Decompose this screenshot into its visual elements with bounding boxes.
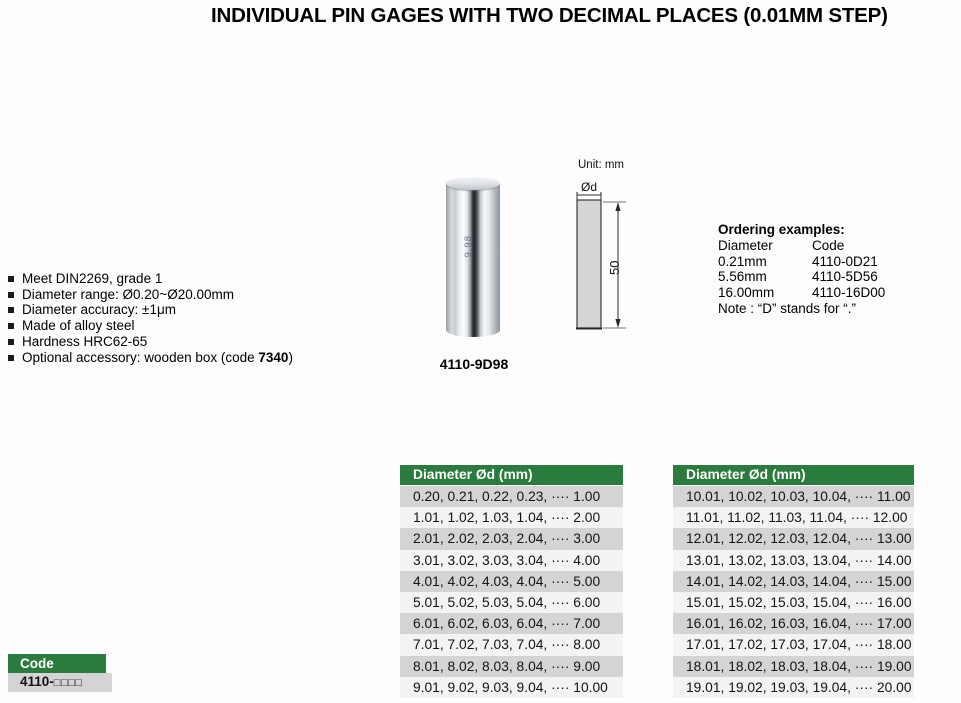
ordering-col-code: Code [812, 237, 845, 253]
dimension-drawing [556, 154, 641, 339]
ordering-note: Note : “D” stands for “.” [718, 300, 857, 316]
example-code: 4110-5D56 [812, 269, 878, 285]
code-box-value [8, 673, 112, 692]
table-row: 17.01, 17.02, 17.03, 17.04, ···· 18.00 [673, 634, 914, 655]
table-row: 11.01, 11.02, 11.03, 11.04, ···· 12.00 [673, 507, 914, 528]
code-box-header: Code [8, 654, 106, 673]
unit-label: Unit: mm [578, 159, 624, 171]
feature-item [8, 287, 293, 303]
accessory-code: 7340 [258, 349, 289, 365]
table-row: 0.20, 0.21, 0.22, 0.23, ···· 1.00 [400, 486, 623, 507]
table-row: 12.01, 12.02, 12.03, 12.04, ···· 13.00 [673, 528, 914, 549]
feature-item [8, 318, 293, 334]
code-placeholder-squares: □□□□ [53, 677, 83, 689]
table-row: 1.01, 1.02, 1.03, 1.04, ···· 2.00 [400, 507, 623, 528]
table-row: 8.01, 8.02, 8.03, 8.04, ···· 9.00 [400, 656, 623, 677]
page-title: INDIVIDUAL PIN GAGES WITH TWO DECIMAL PLACES (0.01MM STEP) [211, 4, 888, 27]
table-header: Diameter Ød (mm) [673, 465, 914, 486]
ordering-example-row [718, 269, 885, 285]
diameter-table-right [673, 465, 914, 698]
code-prefix: 4110- [20, 674, 54, 689]
feature-item [8, 302, 293, 318]
table-row: 13.01, 13.02, 13.03, 13.04, ···· 14.00 [673, 550, 914, 571]
pin-profile-rect [577, 200, 601, 328]
example-diameter: 0.21mm [718, 253, 767, 269]
ordering-header-row [718, 238, 885, 254]
feature-item [8, 271, 293, 287]
table-row: 7.01, 7.02, 7.03, 7.04, ···· 8.00 [400, 634, 623, 655]
diameter-dim-label: Ød [580, 180, 598, 194]
square-bullet-icon [8, 307, 14, 313]
example-diameter: 16.00mm [718, 285, 775, 301]
feature-text: Diameter accuracy: ±1μm [22, 302, 176, 318]
pin-cylinder [446, 183, 500, 337]
table-body [673, 486, 914, 698]
feature-text: Optional accessory: wooden box (code 7340) [22, 349, 293, 365]
table-row: 18.01, 18.02, 18.03, 18.04, ···· 19.00 [673, 656, 914, 677]
table-row: 16.01, 16.02, 16.03, 16.04, ···· 17.00 [673, 613, 914, 634]
table-row: 10.01, 10.02, 10.03, 10.04, ···· 11.00 [673, 486, 914, 507]
square-bullet-icon [8, 292, 14, 298]
table-row: 4.01, 4.02, 4.03, 4.04, ···· 5.00 [400, 571, 623, 592]
feature-text: Diameter range: Ø0.20~Ø20.00mm [22, 286, 234, 302]
example-code: 4110-0D21 [812, 253, 878, 269]
table-row: 15.01, 15.02, 15.03, 15.04, ···· 16.00 [673, 592, 914, 613]
pin-model-label: 4110-9D98 [439, 356, 509, 372]
order-code-box [8, 654, 112, 692]
square-bullet-icon [8, 355, 14, 361]
height-dim-label: 50 [607, 260, 622, 275]
table-row: 5.01, 5.02, 5.03, 5.04, ···· 6.00 [400, 592, 623, 613]
pin-engraved-size: 9.98 [463, 235, 474, 258]
feature-item [8, 334, 293, 350]
example-code: 4110-16D00 [812, 285, 886, 301]
square-bullet-icon [8, 339, 14, 345]
feature-text: Hardness HRC62-65 [22, 333, 148, 349]
diameter-table-left [400, 465, 623, 698]
feature-text: Meet DIN2269, grade 1 [22, 271, 163, 286]
table-row: 9.01, 9.02, 9.03, 9.04, ···· 10.00 [400, 677, 623, 698]
table-row: 19.01, 19.02, 19.03, 19.04, ···· 20.00 [673, 677, 914, 698]
ordering-title: Ordering examples: [718, 222, 845, 237]
table-row: 2.01, 2.02, 2.03, 2.04, ···· 3.00 [400, 528, 623, 549]
table-body [400, 486, 623, 698]
ordering-example-row [718, 254, 885, 270]
table-row: 6.01, 6.02, 6.03, 6.04, ···· 7.00 [400, 613, 623, 634]
square-bullet-icon [8, 276, 14, 282]
ordering-col-diameter: Diameter [718, 237, 773, 253]
table-header: Diameter Ød (mm) [400, 465, 623, 486]
ordering-examples [718, 222, 885, 317]
example-diameter: 5.56mm [718, 269, 767, 285]
table-row: 14.01, 14.02, 14.03, 14.04, ···· 15.00 [673, 571, 914, 592]
pin-gage-photo [446, 177, 500, 338]
pin-top-face [446, 177, 500, 190]
table-row: 3.01, 3.02, 3.03, 3.04, ···· 4.00 [400, 550, 623, 571]
square-bullet-icon [8, 323, 14, 329]
feature-item [8, 350, 293, 366]
feature-text: Made of alloy steel [22, 318, 135, 334]
ordering-example-row [718, 285, 885, 301]
feature-list [8, 271, 293, 365]
